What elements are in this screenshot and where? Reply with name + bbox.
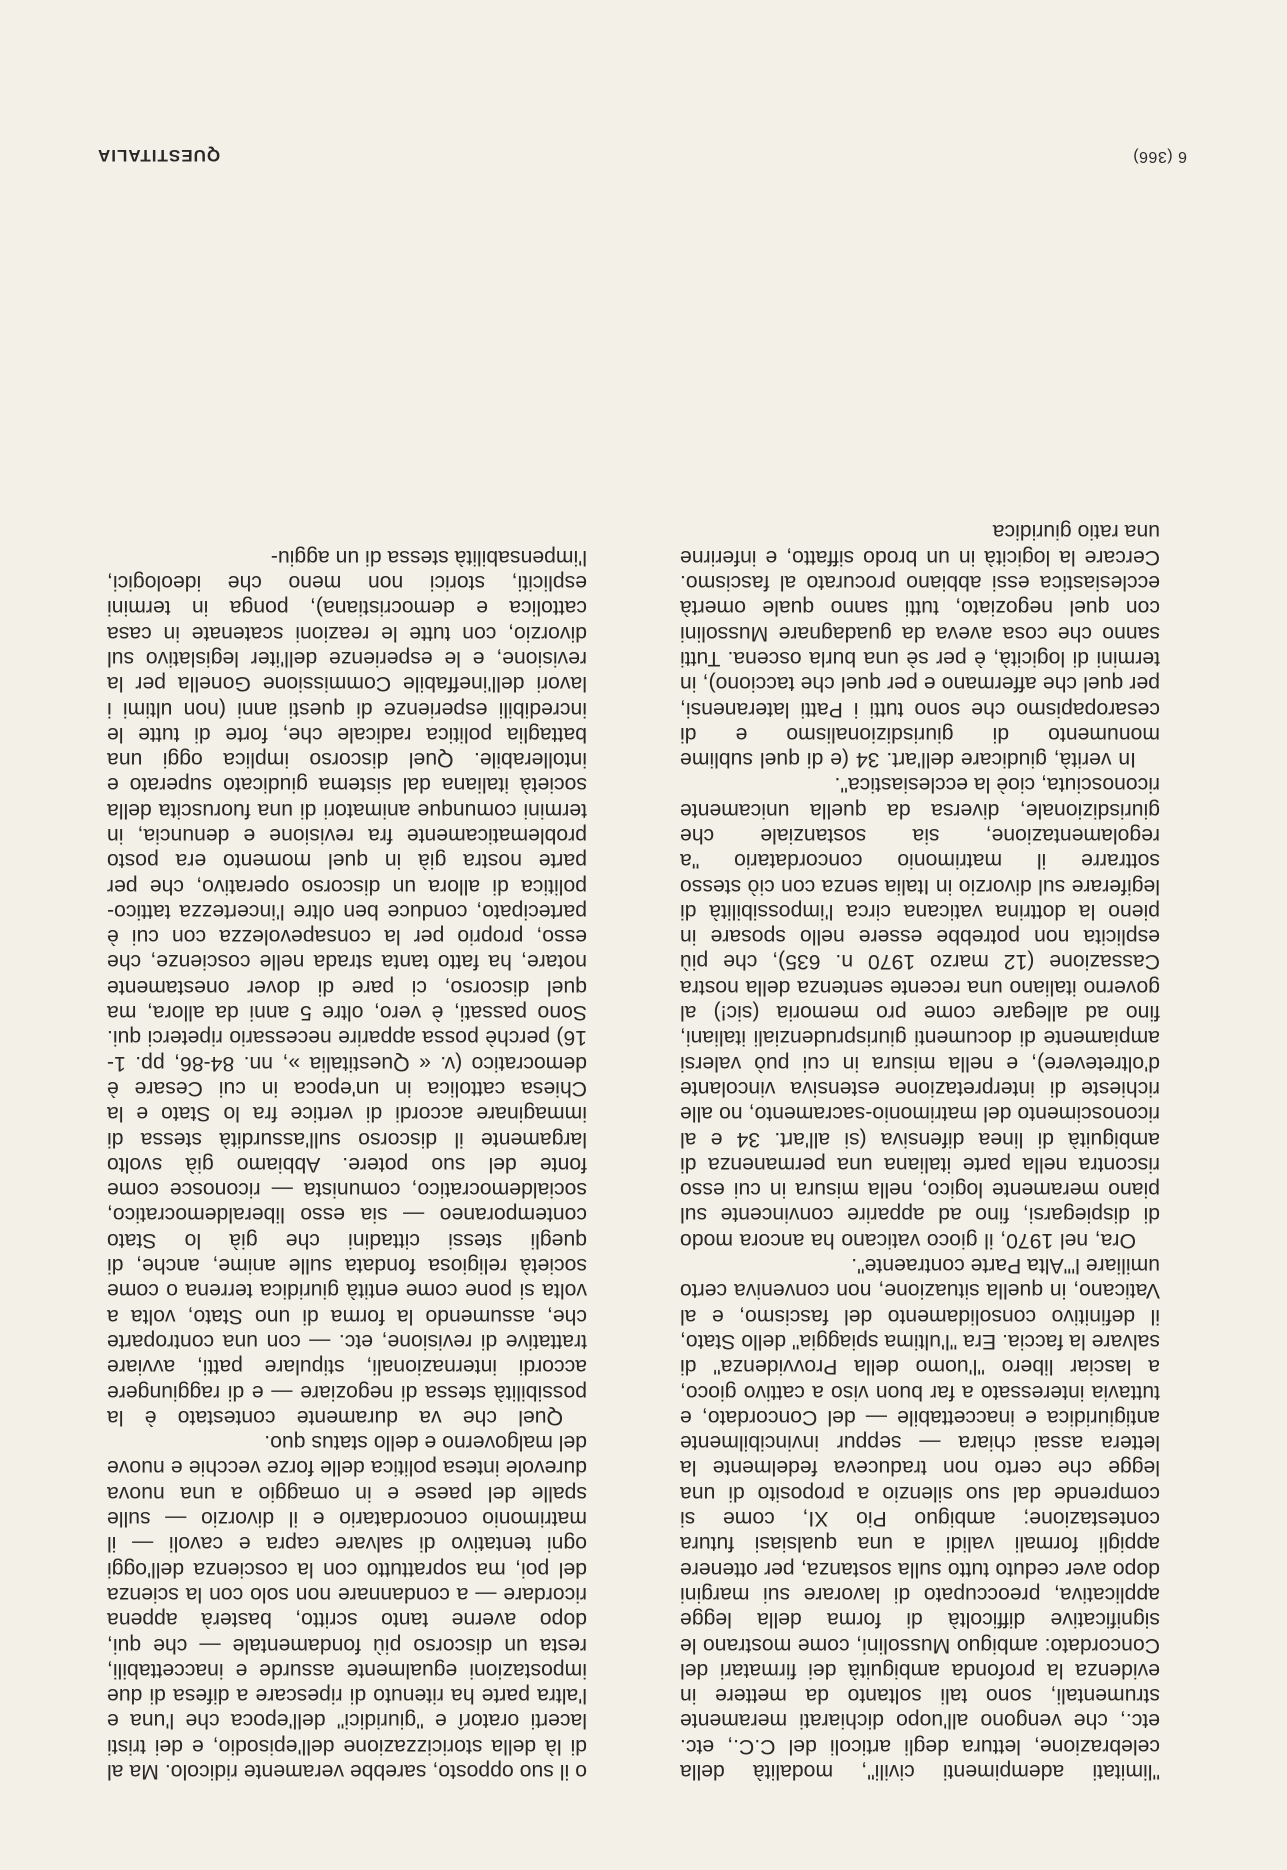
body-paragraph: In verità, giudicare dell'art. 34 (e di quel sublime monumento di giurisdizionalismo e di cesaropapismo che sono tutti i Patti lateranensi, per quel che affermano e per quel che tacciono), in termini di logicità, è per sè una burla oscena. Tutti sanno che cosa aveva da guadagnare Mussolini con quel negoziato, tutti sanno quale omertà ecclesiastica essi abbiano procurato al fascismo. Cercare la logicità in un brodo siffatto, e inferirne una ratio giuridica	[680, 520, 1160, 772]
continuation-paragraph: "limitati adempimenti civili", modalità della celebrazione, lettura degli articoli del C.C., etc. etc., che vengono all'uopo dichiarati meramente strumentali, sono tali soltanto da mettere in evidenza la profonda ambiguità dei firmatari del Concordato: ambiguo Mussolini, come mostrano le significative difficoltà di forma della legge applicativa, preoccupato di lavorare sui margini dopo aver ceduto tutto sulla sostanza, per ottenere appigli formali validi a una qualsiasi futura contestazione; ambiguo Pio XI, come si comprende dal suo silenzio a proposito di una legge che certo non traduceva fedelmente la lettera assai chiara — seppur invincibilmente antigiuridica e inaccettabile — del Concordato, e tuttavia interessato a far buon viso a cattivo gioco, a lasciar libero "l'uomo della Provvidenza" di salvare la faccia. Era "l'ultima spiaggia" dello Stato, il definitivo consolidamento del fascismo, e al Vaticano, in quella situazione, non conveniva certo umiliare l'"Alta Parte contraente".	[680, 1254, 1160, 1783]
right-column	[107, 544, 587, 1784]
body-paragraph: Quel che va duramente contestato è la possibilità stessa di negoziare — e di raggiungere accordi internazionali, stipulare patti, avviare trattative di revisione, etc. — con una controparte che, assumendo la forma di uno Stato, volta a volta si pone come entità giuridica terrena o come società religiosa fondata sulle anime, anche, di quegli stessi cittadini che già lo Stato contemporaneo — sia esso liberaldemocratico, socialdemocratico, comunista — riconosce come fonte del suo potere. Abbiamo già svolto largamente il discorso sull'assurdità stessa di immaginare accordi di vertice fra lo Stato e la Chiesa cattolica in un'epoca in cui Cesare è democratico (v. « Questitalia », nn. 84-86, pp. 1-16) perchè possa apparire necessario ripeterci qui. Sono passati, è vero, oltre 5 anni da allora, ma quel discorso, ci pare di dover onestamente notare, ha fatto tanta strada nelle coscienze, che esso, proprio per la consapevolezza con cui è partecipato, conduce ben oltre l'incertezza tattico-politica di allora un discorso operativo, che per parte nostra già in quel momento era posto problematicamente fra revisione e denuncia, in termini comunque animatori di una fuoruscita della società italiana dal sistema giudicato superato e intollerabile. Quel discorso implica oggi una battaglia politica radicale che, forte di tutte le incredibili esperienze di questi anni (non ultimi i lavori dell'ineffabile Commissione Gonella per la revisione, e le esperienze dell'iter legislativo sul divorzio, con tutte le reazioni scatenate in casa cattolica e democristiana), ponga in termini espliciti, storici non meno che ideologici, l'impensabilità stessa di un aggiu-	[107, 545, 587, 1429]
running-header	[97, 135, 1187, 165]
magazine-title: QUESTITALIA	[97, 146, 221, 165]
body-paragraph: o il suo opposto, sarebbe veramente ridicolo. Ma al di là della storicizzazione dell'episodio, e dei tristi lacerti oratorî e "giuridici" dell'epoca che l'una e l'altra parte ha ritenuto di ripescare a difesa di due impostazioni egualmente assurde e inaccettabili, resta un discorso più fondamentale — che qui, dopo averne tanto scritto, basterà appena ricordare — a condannare non solo con la scienza del poi, ma soprattutto con la coscienza dell'oggi ogni tentativo di salvare capra e cavoli — il matrimonio concordatario e il divorzio — sulle spalle del paese e in omaggio a una nuova durevole intesa politica delle forze vecchie e nuove del malgoverno e dello status quo.	[107, 1431, 587, 1783]
page-number: 6 (366)	[1132, 148, 1187, 165]
left-column	[680, 519, 1160, 1784]
body-paragraph: Ora, nel 1970, il gioco vaticano ha ancora modo di dispiegarsi, fino ad apparire convincente sul piano meramente logico, nella misura in cui esso riscontra nella parte italiana una permanenza di ambiguità di linea difensiva (si all'art. 34 e al riconoscimento del matrimonio-sacramento, no alle richieste di interpretazione estensiva vincolante d'oltretevere), e nella misura in cui può valersi ampiamente di documenti giurisprudenziali italiani, fino ad allegare come pro memoria (sic!) al governo italiano una recente sentenza della nostra Cassazione (12 marzo 1970 n. 635), che più esplicita non potrebbe essere nello sposare in pieno la dottrina vaticana circa l'impossibilità di legiferare sul divorzio in Italia senza con ciò stesso sottrarre il matrimonio concordatario "a regolamentazione, sia sostanziale che giurisdizionale, diversa da quella unicamente riconosciuta, cioè la ecclesiastica".	[680, 773, 1160, 1252]
